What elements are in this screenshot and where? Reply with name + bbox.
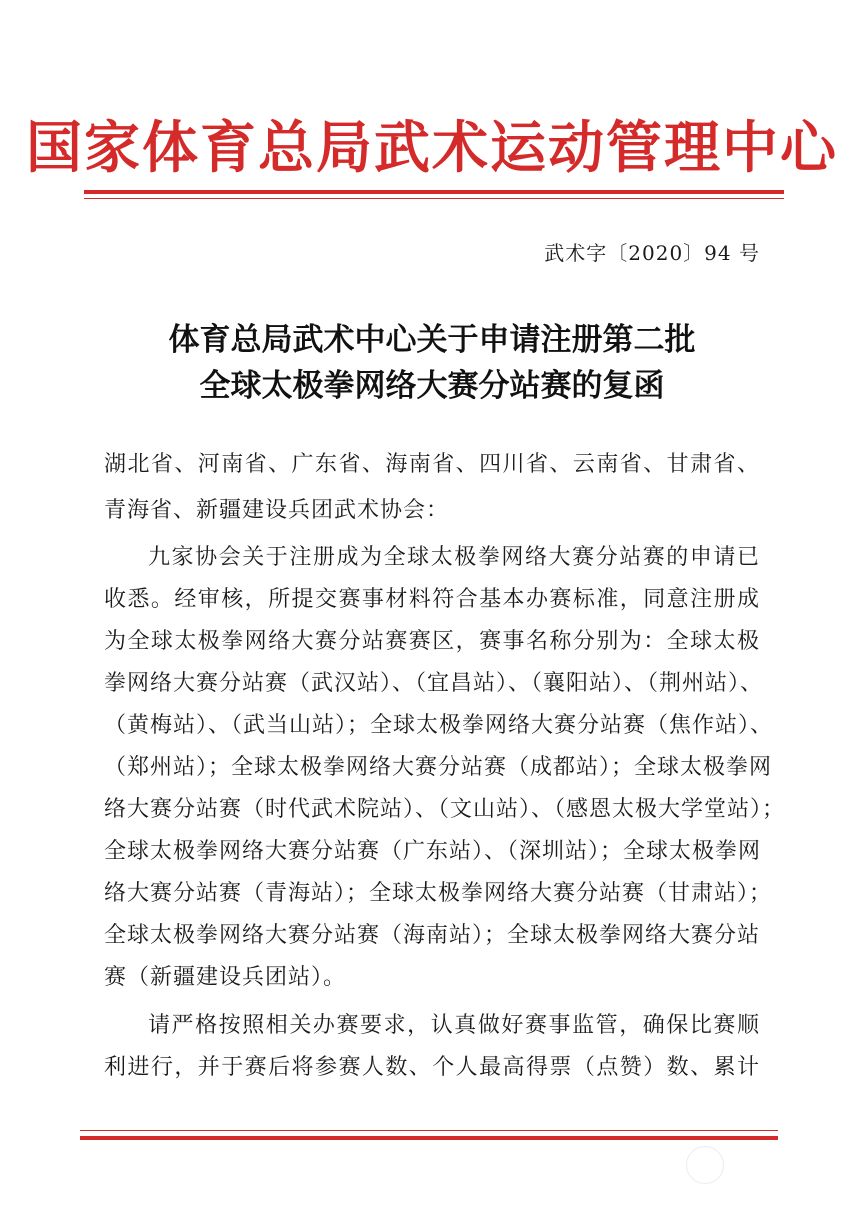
paragraph1-line-2: 收悉。经审核，所提交赛事材料符合基本办赛标准，同意注册成 (104, 587, 760, 612)
paragraph1-line-11: 赛（新疆建设兵团站）。 (104, 965, 347, 990)
header-divider-thick (84, 190, 784, 194)
paragraph2-line-1: 请严格按照相关办赛要求，认真做好赛事监管，确保比赛顺 (148, 1013, 760, 1038)
paragraph1-line-3: 为全球太极拳网络大赛分站赛赛区，赛事名称分别为：全球太极 (104, 629, 760, 654)
paragraph1-line-10: 全球太极拳网络大赛分站赛（海南站）；全球太极拳网络大赛分站 (104, 923, 761, 948)
paragraph1-line-5: （黄梅站）、（武当山站）；全球太极拳网络大赛分站赛（焦作站）、 (104, 713, 774, 738)
paragraph1-line-9: 络大赛分站赛（青海站）；全球太极拳网络大赛分站赛（甘肃站）； (104, 881, 773, 906)
footer-divider-thick (80, 1136, 778, 1140)
salutation-line-2: 青海省、新疆建设兵团武术协会： (104, 498, 450, 523)
paragraph1-line-1: 九家协会关于注册成为全球太极拳网络大赛分站赛的申请已 (148, 545, 760, 570)
footer-divider-thin (80, 1130, 778, 1131)
paragraph1-line-4: 拳网络大赛分站赛（武汉站）、（宜昌站）、（襄阳站）、（荆州站）、 (104, 671, 764, 696)
salutation-line-1: 湖北省、河南省、广东省、海南省、四川省、云南省、甘肃省、 (104, 452, 760, 477)
paragraph1-line-7: 络大赛分站赛（时代武术院站）、（文山站）、（感恩太极大学堂站）； (104, 797, 786, 822)
document-title-line-2: 全球太极拳网络大赛分站赛的复函 (199, 368, 665, 404)
document-title-line-1: 体育总局武术中心关于申请注册第二批 (168, 322, 696, 358)
paragraph2-line-2: 利进行，并于赛后将参赛人数、个人最高得票（点赞）数、累计 (104, 1055, 760, 1080)
paragraph1-line-6: （郑州站）；全球太极拳网络大赛分站赛（成都站）；全球太极拳网 (104, 755, 773, 780)
document-number: 武术字〔2020〕94 号 (544, 241, 760, 265)
header-divider-thin (84, 198, 784, 199)
paragraph1-line-8: 全球太极拳网络大赛分站赛（广东站）、（深圳站）；全球太极拳网 (104, 839, 762, 864)
organization-header: 国家体育总局武术运动管理中心 (26, 115, 838, 181)
watermark-mark (686, 1146, 724, 1184)
